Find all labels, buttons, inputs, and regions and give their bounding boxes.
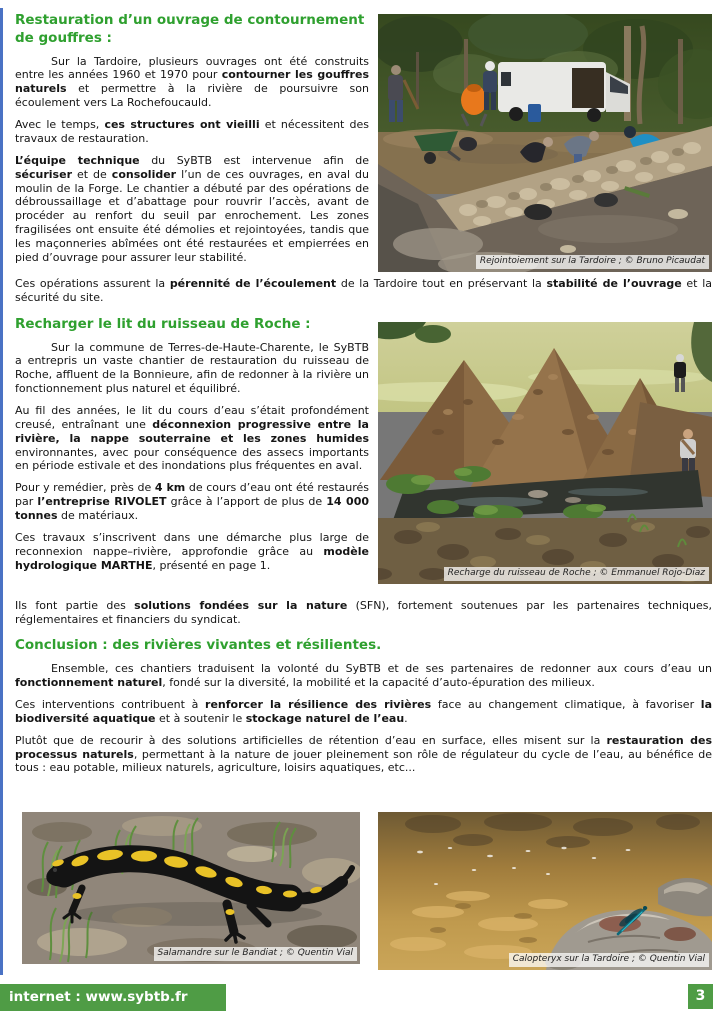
calopteryx-photo: [378, 812, 712, 970]
paragraph: Sur la Tardoire, plusieurs ouvrages ont été construits entre les années 1960 et 1970 pour contourner les gouffres naturels et permettre à la rivière de poursuivre son écoulement vers La Rochefoucauld.: [15, 54, 369, 110]
paragraph: Ils font partie des solutions fondées sur la nature (SFN), fortement soutenues par les partenaires techniques, réglementaires et financiers du syndicat.: [15, 598, 712, 626]
salamander-photo: [22, 812, 360, 964]
section-restauration: [15, 12, 712, 305]
calopteryx-photo-caption: Calopteryx sur la Tardoire ; © Quentin Vial: [509, 953, 709, 967]
section-heading-recharge: Recharger le lit du ruisseau de Roche :: [15, 315, 311, 332]
paragraph: L’équipe technique du SyBTB est intervenue afin de sécuriser et de consolider l’un de ces ouvrages, en aval du moulin de la Forge. Le chantier a débuté par des opérations de débroussaillage et d’abattage pour rouvrir l’accès, avant de procéder au renfort du seuil par enrochement. Les zones fragilisées ont ensuite été démolies et rejointoyées, tandis que les maçonneries abîmées ont été restaurées et empierrées en pied d’ouvrage pour assurer leur stabilité.: [15, 153, 369, 264]
page-number-badge: 3: [688, 984, 713, 1009]
paragraph: Ces travaux s’inscrivent dans une démarche plus large de reconnexion nappe–rivière, approfondie grâce au modèle hydrologique MARTHE, présenté en page 1.: [15, 530, 369, 572]
paragraph: Avec le temps, ces structures ont vieilli et nécessitent des travaux de restauration.: [15, 118, 369, 145]
paragraph: Pour y remédier, près de 4 km de cours d’eau ont été restaurés par l’entreprise RIVOLET grâce à l’apport de plus de 14 000 tonnes de matériaux.: [15, 481, 370, 522]
section-heading-restauration: Restauration d’un ouvrage de contournement de gouffres :: [15, 12, 365, 46]
page-content: [15, 8, 712, 783]
recharge-photo-caption: Recharge du ruisseau de Roche ; © Emmanuel Rojo-Diaz: [444, 567, 709, 581]
section-recharge: [15, 316, 712, 627]
salamander-photo-illustration: [22, 812, 360, 964]
paragraph: Ces interventions contribuent à renforcer la résilience des rivières face au changement climatique, à favoriser la biodiversité aquatique et à soutenir le stockage naturel de l’eau.: [15, 697, 712, 725]
paragraph: Plutôt que de recourir à des solutions artificielles de rétention d’eau en surface, elles misent sur la restauration des processus naturels, permettant à la nature de jouer pleinement son rôle de régulateur du cycle de l’eau, au bénéfice de tous : eau potable, milieux naturels, agriculture, loisirs aquatiques, etc...: [15, 733, 713, 775]
section-heading-conclusion: Conclusion : des rivières vivantes et résilientes.: [15, 637, 382, 654]
recharge-photo: [378, 322, 712, 584]
worksite-photo-illustration: [378, 14, 712, 272]
left-accent-bar: [0, 8, 3, 975]
bottom-photo-row: [22, 812, 712, 970]
footer-website-bar[interactable]: internet : www.sybtb.fr: [0, 984, 226, 1011]
paragraph: Au fil des années, le lit du cours d’eau s’était profondément creusé, entraînant une déconnexion progressive entre la rivière, la nappe souterraine et les zones humides environnantes, avec pour conséquence des assecs importants en période estivale et des inondations plus fréquentes en aval.: [15, 403, 369, 473]
recharge-photo-illustration: [378, 322, 712, 584]
salamander-photo-caption: Salamandre sur le Bandiat ; © Quentin Vial: [154, 947, 357, 961]
calopteryx-photo-illustration: [378, 812, 712, 970]
paragraph: Ces opérations assurent la pérennité de l’écoulement de la Tardoire tout en préservant la stabilité de l’ouvrage et la sécurité du site.: [15, 277, 712, 304]
worksite-photo: [378, 14, 712, 272]
paragraph: Sur la commune de Terres-de-Haute-Charente, le SyBTB a entrepris un vaste chantier de restauration du ruisseau de Roche, affluent de la Bonnieure, afin de redonner à la rivière un fonctionnement plus naturel et équilibré.: [15, 340, 369, 396]
worksite-photo-caption: Rejointoiement sur la Tardoire ; © Bruno Picaudat: [476, 255, 709, 269]
paragraph: Ensemble, ces chantiers traduisent la volonté du SyBTB et de ses partenaires de redonner aux cours d’eau un fonctionnement naturel, fondé sur la diversité, la mobilité et la capacité d’auto-épuration des milieux.: [15, 662, 712, 690]
section-conclusion: [15, 637, 712, 775]
blue-barrel-shape: [528, 104, 541, 122]
